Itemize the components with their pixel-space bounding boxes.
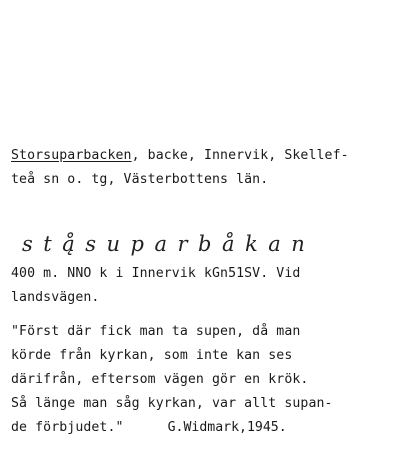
phonetic-transcription: stą̊suparbåkan (22, 232, 316, 256)
quote-line-1: "Först där fick man ta supen, då man (11, 324, 301, 339)
entry-line-2: teå sn o. tg, Västerbottens län. (11, 172, 269, 187)
quote-line-5 (11, 420, 287, 436)
quote-line-3: därifrån, eftersom vägen gör en krök. (11, 372, 309, 387)
entry-line-1 (11, 148, 349, 164)
location-line-1: 400 m. NNO k i Innervik kGn51SV. Vid (11, 266, 301, 281)
quote-line-2: körde från kyrkan, som inte kan ses (11, 348, 293, 363)
signature: G.Widmark,1945. (167, 420, 287, 435)
headword: Storsuparbacken (11, 148, 132, 163)
headword-description: , backe, Innervik, Skellef- (131, 148, 349, 163)
quote-end: de förbjudet." (11, 420, 124, 435)
quote-line-4: Så länge man såg kyrkan, var allt supan- (11, 396, 333, 411)
location-line-2: landsvägen. (11, 290, 100, 305)
